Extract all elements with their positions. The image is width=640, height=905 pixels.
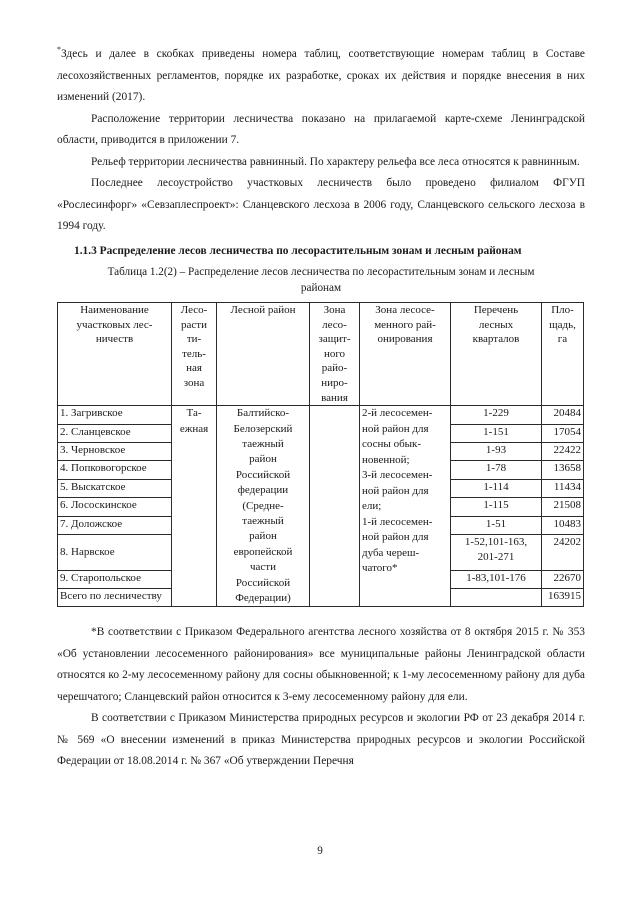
forest-region-line: части [250,561,276,574]
table-header-row [58,303,584,406]
header-line: ничеств [95,333,134,346]
lesnichestvo-name: 2. Сланцевское [58,424,172,442]
seed-zone-line: новенной; [362,453,410,466]
table-row [58,406,584,424]
forest-region-line: Российской [235,468,291,481]
forest-region-line: (Средне- [242,499,284,512]
seed-zone-cell [360,406,451,607]
lesnichestvo-name: 8. Нарвское [58,534,172,570]
quarters-list: 1-229 [451,406,542,424]
header-line: вания [321,391,348,404]
area-value: 17054 [542,424,584,442]
header-perechen-lesnyh-kvartalov [451,303,542,406]
header-line: щадь, [549,318,576,331]
lesnichestvo-name: 9. Старопольское [58,570,172,588]
header-line: онирования [377,333,433,346]
header-line: Наименование [80,304,149,316]
page-title: 1.1.3 Распределение лесов лесничества по лесорастительным зонам и лесным районам [74,244,522,257]
area-value: 22670 [542,570,584,588]
seed-zone-line: 1-й лесосемен- [362,515,433,528]
header-line: ниро- [321,376,348,389]
seed-zone-line: ной район для [362,531,429,544]
header-line: Пло- [551,304,574,316]
vegetation-zone-cell [172,406,217,607]
header-line: райо- [321,362,348,375]
header-line: кварталов [472,333,520,346]
lesnichestvo-name: 3. Черновское [58,442,172,460]
seed-zone-line: сосны обык- [362,438,422,451]
header-line: Лесной район [230,304,296,316]
forest-region-line: Российской [235,576,291,589]
area-value: 21508 [542,498,584,516]
quarters-list [451,588,542,606]
lesnichestvo-name: 1. Загривское [58,406,172,424]
forest-region-line: таежный [242,437,284,450]
forest-protection-zone-cell [310,406,360,607]
lesnichestvo-name: 5. Выскатское [58,479,172,497]
seed-zone-line: 3-й лесосемен- [362,469,433,482]
seed-zone-line: дуба череш- [362,546,420,559]
lesnichestvo-name: 7. Доложское [58,516,172,534]
forest-region-line: Федерации) [235,592,291,605]
quarters-list [451,534,542,570]
quarters-line-2: 201-271 [477,551,515,564]
header-line: тель- [182,347,206,360]
forest-region-line: Белозерский [233,422,293,435]
header-line: участковых лес- [76,318,153,331]
quarters-list: 1-114 [451,479,542,497]
header-line: Зона лесосе- [375,304,435,316]
area-total-value: 163915 [542,588,584,606]
veg-zone-line-2: ежная [179,422,209,435]
area-value: 11434 [542,479,584,497]
forest-region-line: район [249,453,277,466]
header-line: зона [183,376,205,389]
quarters-list: 1-51 [451,516,542,534]
header-line: Лесо- [180,304,208,316]
forest-region-cell [217,406,310,607]
seed-zone-line: чатого* [362,562,398,575]
quarters-list: 1-115 [451,498,542,516]
area-value: 10483 [542,516,584,534]
top-footnote-text: Здесь и далее в скобках приведены номера таблиц, соответствующие номерам таблиц в Составе лесохозяйственных регламентов, порядке их разработке, сроках их действия и порядке внесения в них изменений (2017). [57,48,585,103]
header-line: лесных [478,318,514,331]
quarters-list: 1-93 [451,442,542,460]
seed-zone-line: ели; [362,500,382,513]
area-value: 24202 [542,534,584,570]
header-line: Зона [323,304,346,316]
seed-zone-line: ной район для [362,484,429,497]
forest-region-line: федерации [237,484,289,497]
header-zona-lesozashitnogo-rayonirovaniya [310,303,360,406]
veg-zone-line-1: Та- [186,407,202,420]
forest-region-line: европейской [233,545,293,558]
header-line: расти [181,318,207,331]
paragraph-ministry-order: В соответствии с Приказом Министерства природных ресурсов и экологии РФ от 23 декабря 2014 г. № 569 «О внесении изменений в приказ Министерства природных ресурсов и экологии Российской Федерации от 18.08.2014 г. № 367 «Об утверждении Перечня [57,712,585,768]
forest-region-line: Балтийско- [236,407,290,420]
footnote-seed-zoning: *В соответствии с Приказом Федерального агентства лесного хозяйства от 8 октября 2015 г. № 353 «Об установлении лесосеменного районирования» все муниципальные районы Ленинградской области относятся ко 2-му лесосеменному району для сосны обыкновенной; к 1-му лесосеменному району для дуба черешчатого; Сланцевский район относится к 3-ему лесосеменному району для ели. [57,626,585,703]
header-line: менного рай- [374,318,436,331]
area-value: 20484 [542,406,584,424]
header-uchastkovye-lesnichestva [58,303,172,406]
header-lesorastitelnaya-zona [172,303,217,406]
paragraph-location: Расположение территории лесничества показано на прилагаемой карте-схеме Ленинградской области, приводится в приложении 7. [57,112,585,146]
area-value: 13658 [542,461,584,479]
header-lesnoy-rayon [217,303,310,406]
quarters-line-1: 1-52,101-163, [464,535,528,548]
top-footnote-paragraph [57,44,585,109]
page-number: 9 [317,845,323,857]
header-line: Перечень [473,304,519,316]
lesnichestvo-name: 6. Лососкинское [58,498,172,516]
header-line: га [557,333,568,346]
lesnichestvo-name: 4. Попковогорское [58,461,172,479]
seed-zone-line: ной район для [362,422,429,435]
spacer-3 [57,607,585,622]
header-line: ти- [186,333,202,346]
header-line: лесо- [322,318,347,331]
table-caption: Таблица 1.2(2) – Распределение лесов лесничества по лесорастительным зонам и лесным районам [107,266,535,294]
header-ploshad-ga [542,303,584,406]
forest-region-line: район [249,530,277,543]
paragraph-relief: Рельеф территории лесничества равнинный. По характеру рельефа все леса относятся к равнинным. [91,155,580,168]
header-line: защит- [318,333,351,346]
lesnichestvo-total-label: Всего по лесничеству [58,588,172,606]
forest-distribution-table [57,302,584,607]
forest-region-line: таежный [242,515,284,527]
seed-zone-line: 2-й лесосемен- [362,407,433,420]
header-zona-lesosemennogo-rayonirovaniya [360,303,451,406]
header-line: ного [323,347,346,360]
header-line: ная [186,362,202,375]
paragraph-forest-management: Последнее лесоустройство участковых лесничеств было проведено филиалом ФГУП «Рослесинфорг» «Севзаплеспроект»: Сланцевского лесхоза в 2006 году, Сланцевского сельского лесхоза в 1994 году. [57,177,585,232]
quarters-list: 1-83,101-176 [451,570,542,588]
quarters-list: 1-151 [451,424,542,442]
quarters-list: 1-78 [451,461,542,479]
footnote-marker: * [57,45,61,55]
area-value: 22422 [542,442,584,460]
